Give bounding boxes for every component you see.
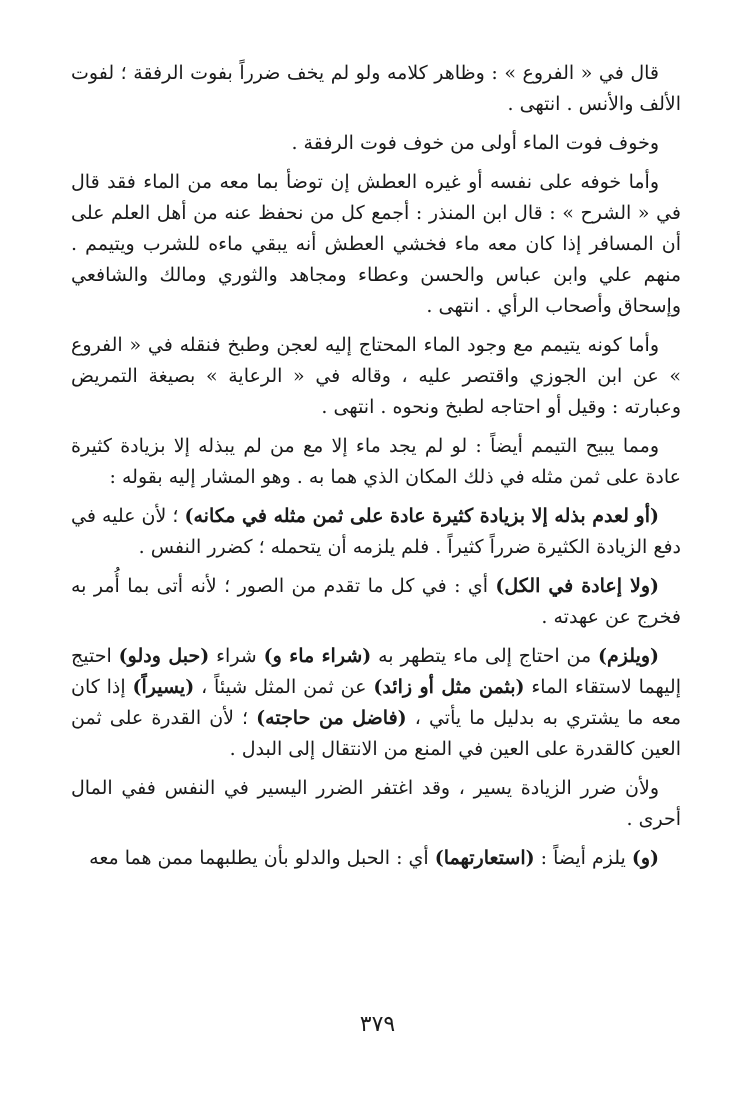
paragraph-6: [71, 501, 681, 563]
paragraph-1: [71, 58, 681, 120]
text-run: أي : الحبل والدلو بأن يطلبهما ممن هما معه: [89, 847, 435, 869]
paragraph-9: [71, 773, 681, 835]
text-run: إذا كان معه ما يشتري به بدليل ما يأتي ،: [71, 676, 681, 729]
text-run: ؛ لأن عليه في دفع الزيادة الكثيرة ضرراً كثيراً . فلم يلزمه أن يتحمله ؛ كضرر النفس .: [71, 505, 681, 558]
text-run: أي : في كل ما تقدم من الصور ؛ لأنه أتى بما أُمر به فخرج عن عهدته .: [71, 575, 681, 628]
paragraph-5: [71, 431, 681, 493]
text-run: قال في « الفروع » : وظاهر كلامه ولو لم يخف ضرراً بفوت الرفقة ؛ لفوت الألف والأنس . انتهى .: [71, 62, 681, 115]
paragraph-7: [71, 571, 681, 633]
text-run: وخوف فوت الماء أولى من خوف فوت الرفقة .: [291, 132, 659, 154]
text-run: وأما خوفه على نفسه أو غيره العطش إن توضأ بما معه من الماء فقد قال في « الشرح » : قال ابن المنذر : أجمع كل من نحفظ عنه من أهل العلم على أن المسافر إذا كان معه ماء فخشي العطش أنه يبقي ماءه للشرب ويتيمم . منهم علي وابن عباس والحسن وعطاء ومجاهد والثوري ومالك والشافعي وإسحاق وأصحاب الرأي . انتهى .: [71, 171, 681, 317]
paragraph-4: [71, 330, 681, 423]
paragraph-2: [71, 128, 681, 159]
bold-text-run: (حبل ودلو): [118, 645, 210, 667]
page-number: ٣٧٩: [359, 1012, 396, 1037]
bold-text-run: (أو لعدم بذله إلا بزيادة كثيرة عادة على ثمن مثله في مكانه): [184, 505, 659, 527]
text-run: احتيج إليهما لاستقاء الماء: [71, 645, 681, 698]
paragraph-3: [71, 167, 681, 322]
text-run: ومما يبيح التيمم أيضاً : لو لم يجد ماء إلا مع من لم يبذله إلا بزيادة كثيرة عادة على ثمن مثله في ذلك المكان الذي هما به . وهو المشار إليه بقوله :: [71, 435, 681, 488]
paragraph-10: [71, 843, 681, 874]
paragraph-8: [71, 641, 681, 765]
text-run: ولأن ضرر الزيادة يسير ، وقد اغتفر الضرر اليسير في النفس ففي المال أحرى .: [71, 777, 681, 830]
text-run: شراء: [209, 645, 264, 667]
bold-text-run: (ويلزم): [598, 645, 660, 667]
bold-text-run: (و): [631, 847, 659, 869]
bold-text-run: (بثمن مثل أو زائد): [373, 676, 525, 698]
text-run: ؛ لأن القدرة على ثمن العين كالقدرة على العين في المنع من الانتقال إلى البدل .: [71, 707, 681, 760]
bold-text-run: (ولا إعادة في الكل): [495, 575, 660, 597]
bold-text-run: (يسيراً): [132, 676, 195, 698]
text-run: يلزم أيضاً :: [534, 847, 632, 869]
bold-text-run: (فاضل من حاجته): [256, 707, 407, 729]
bold-text-run: (شراء ماء و): [263, 645, 372, 667]
text-run: من احتاج إلى ماء يتطهر به: [371, 645, 599, 667]
page-body: [71, 58, 681, 882]
bold-text-run: (استعارتهما): [434, 847, 535, 869]
text-run: عن ثمن المثل شيئاً ،: [194, 676, 374, 698]
text-run: وأما كونه يتيمم مع وجود الماء المحتاج إليه لعجن وطبخ فنقله في « الفروع » عن ابن الجوزي واقتصر عليه ، وقاله في « الرعاية » بصيغة التمريض وعبارته : وقيل أو احتاجه لطبخ ونحوه . انتهى .: [71, 334, 681, 418]
